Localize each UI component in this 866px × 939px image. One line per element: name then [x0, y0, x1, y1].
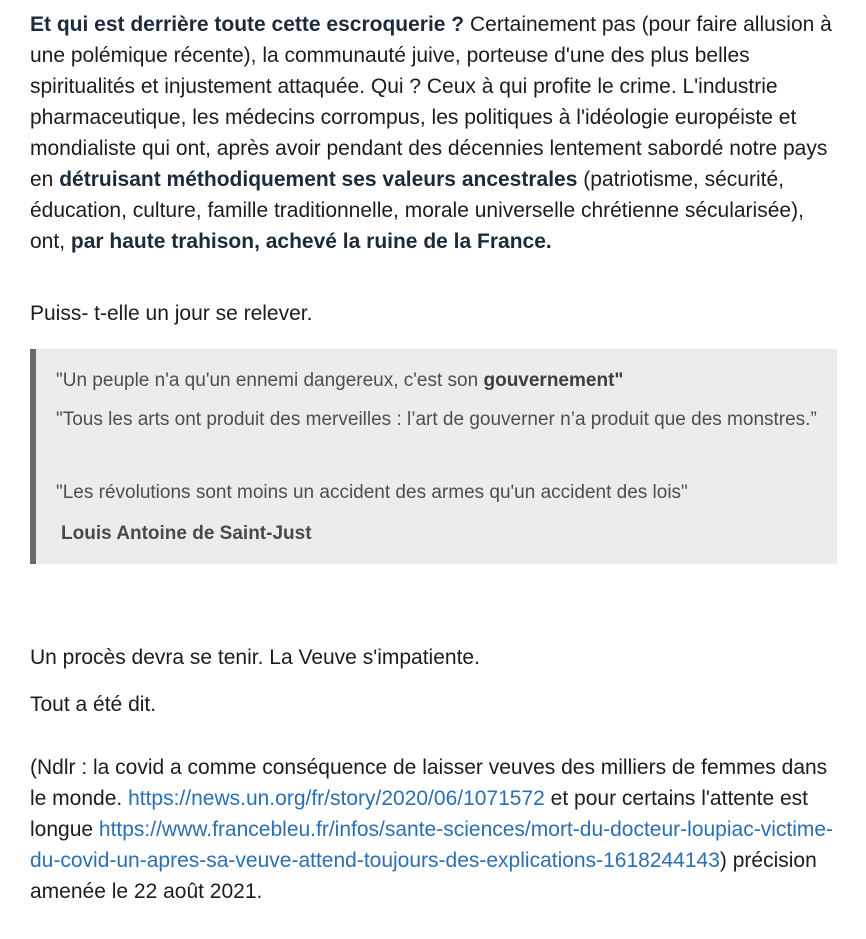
quote-line-3: "Les révolutions sont moins un accident des armes qu'un accident des lois"	[56, 482, 688, 503]
paragraph-hope: Puiss- t-elle un jour se relever.	[30, 302, 313, 325]
quote-line-1	[56, 366, 831, 396]
francebleu-link[interactable]: https://www.francebleu.fr/infos/sante-sciences/mort-du-docteur-loupiac-victime-du-covid-un-apres-sa-veuve-attend-toujours-des-explications-1618244143	[30, 818, 834, 872]
quote-author: Louis Antoine de Saint-Just	[61, 523, 312, 544]
un-news-link[interactable]: https://news.un.org/fr/story/2020/06/1071572	[128, 787, 545, 810]
paragraph-text: (Ndlr : la covid a comme conséquence de laisser veuves des milliers de femmes dans le monde.	[30, 756, 828, 810]
paragraph-editor-note	[30, 752, 842, 907]
paragraph-said: Tout a été dit.	[30, 693, 157, 716]
quote-line-2: "Tous les arts ont produit des merveilles : l’art de gouverner n’a produit que des monstres.”	[56, 409, 817, 430]
quote-emphasis: gouvernement"	[483, 370, 624, 391]
lead-question: Et qui est derrière toute cette escroquerie ?	[30, 13, 465, 36]
quote-text: "Un peuple n'a qu'un ennemi dangereux, c'est son	[56, 370, 484, 391]
paragraph-text: et pour certains l'attente est longue	[30, 787, 808, 841]
emphasis-text: détruisant méthodiquement ses valeurs ancestrales	[59, 168, 578, 191]
paragraph-text: (patriotisme, sécurité, éducation, culture, famille traditionnelle, morale universelle chrétienne sécularisée), ont,	[30, 168, 804, 253]
paragraph-text: Certainement pas (pour faire allusion à une polémique récente), la communauté juive, porteuse d'une des plus belles spiritualités et injustement attaquée. Qui ? Ceux à qui profite le crime. L'industrie pharmaceutique, les médecins corrompus, les politiques à l'idéologie européiste et mondialiste qui ont, après avoir pendant des décennies lentement sabordé notre pays en	[30, 13, 832, 191]
paragraph-accusation	[30, 9, 842, 257]
paragraph-trial: Un procès devra se tenir. La Veuve s'impatiente.	[30, 646, 480, 669]
emphasis-text: par haute trahison, achevé la ruine de la France.	[70, 230, 552, 253]
paragraph-text: ) précision amenée le 22 août 2021.	[30, 849, 817, 903]
